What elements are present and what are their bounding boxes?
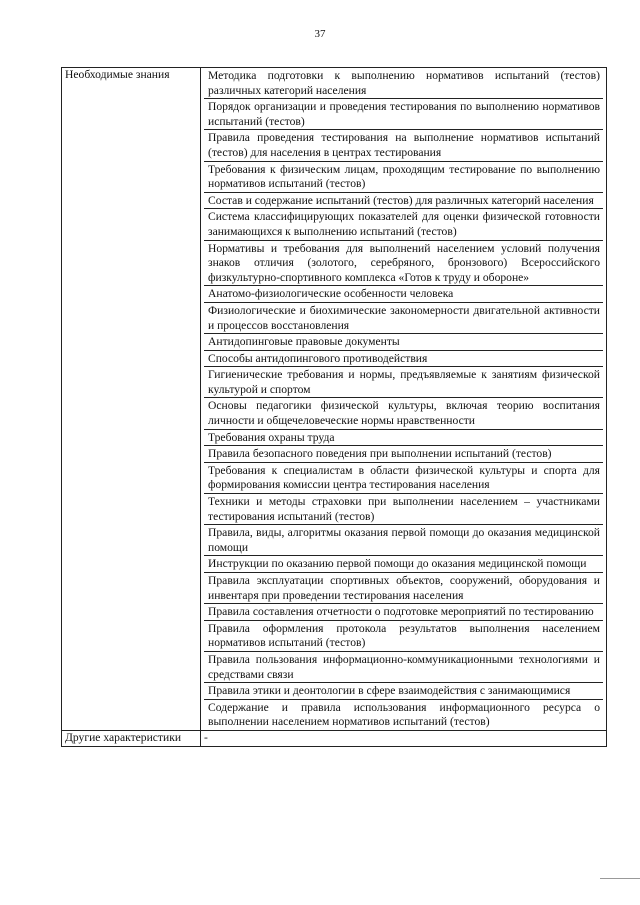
list-item: Физиологические и биохимические закономерности двигательной активности и процессов восстановления xyxy=(204,303,603,334)
list-item: Система классифицирующих показателей для оценки физической готовности занимающихся к выполнению испытаний (тестов) xyxy=(204,209,603,240)
list-item: Правила оформления протокола результатов выполнения населением нормативов испытаний (тестов) xyxy=(204,621,603,652)
list-item: Правила этики и деонтологии в сфере взаимодействия с занимающимися xyxy=(204,683,603,700)
list-item: Техники и методы страховки при выполнении населением – участниками тестирования испытаний (тестов) xyxy=(204,494,603,525)
list-item: Требования охраны труда xyxy=(204,430,603,447)
other-characteristics-value: - xyxy=(201,730,607,746)
list-item: Основы педагогики физической культуры, включая теорию воспитания личности и общечеловеческие нормы нравственности xyxy=(204,398,603,429)
list-item: Антидопинговые правовые документы xyxy=(204,334,603,351)
knowledge-table xyxy=(61,67,607,747)
table-row xyxy=(62,68,607,731)
page-number: 37 xyxy=(314,28,326,40)
scan-edge-line xyxy=(600,878,640,879)
list-item: Содержание и правила использования информационного ресурса о выполнении населением нормативов испытаний (тестов) xyxy=(208,700,600,729)
list-item: Анатомо-физиологические особенности человека xyxy=(204,286,603,303)
list-item: Правила пользования информационно-коммуникационными технологиями и средствами связи xyxy=(204,652,603,683)
list-item: Правила безопасного поведения при выполнении испытаний (тестов) xyxy=(204,446,603,463)
list-item: Гигиенические требования и нормы, предъявляемые к занятиям физической культурой и спортом xyxy=(204,367,603,398)
list-item: Нормативы и требования для выполнений населением условий получения знаков отличия (золотого, серебряного, бронзового) Всероссийского физкультурно-спортивного комплекса «Готов к труду и обороне» xyxy=(204,241,603,287)
row-label-knowledge: Необходимые знания xyxy=(62,68,201,731)
list-item: Требования к физическим лицам, проходящим тестирование по выполнению нормативов испытаний (тестов) xyxy=(204,162,603,193)
row-label-other: Другие характеристики xyxy=(62,730,201,746)
table-row xyxy=(62,730,607,746)
list-item: Состав и содержание испытаний (тестов) для различных категорий населения xyxy=(204,193,603,210)
list-item: Порядок организации и проведения тестирования по выполнению нормативов испытаний (тестов) xyxy=(204,99,603,130)
knowledge-list xyxy=(201,68,607,731)
list-item: Методика подготовки к выполнению нормативов испытаний (тестов) различных категорий населения xyxy=(204,68,603,99)
list-item: Правила составления отчетности о подготовке мероприятий по тестированию xyxy=(204,604,603,621)
list-item: Правила эксплуатации спортивных объектов, сооружений, оборудования и инвентаря при проведении тестирования населения xyxy=(204,573,603,604)
list-item: Правила, виды, алгоритмы оказания первой помощи до оказания медицинской помощи xyxy=(204,525,603,556)
list-item: Требования к специалистам в области физической культуры и спорта для формирования комиссии центра тестирования населения xyxy=(204,463,603,494)
list-item: Способы антидопингового противодействия xyxy=(204,351,603,368)
list-item: Инструкции по оказанию первой помощи до оказания медицинской помощи xyxy=(204,556,603,573)
list-item: Правила проведения тестирования на выполнение нормативов испытаний (тестов) для населения в центрах тестирования xyxy=(204,130,603,161)
